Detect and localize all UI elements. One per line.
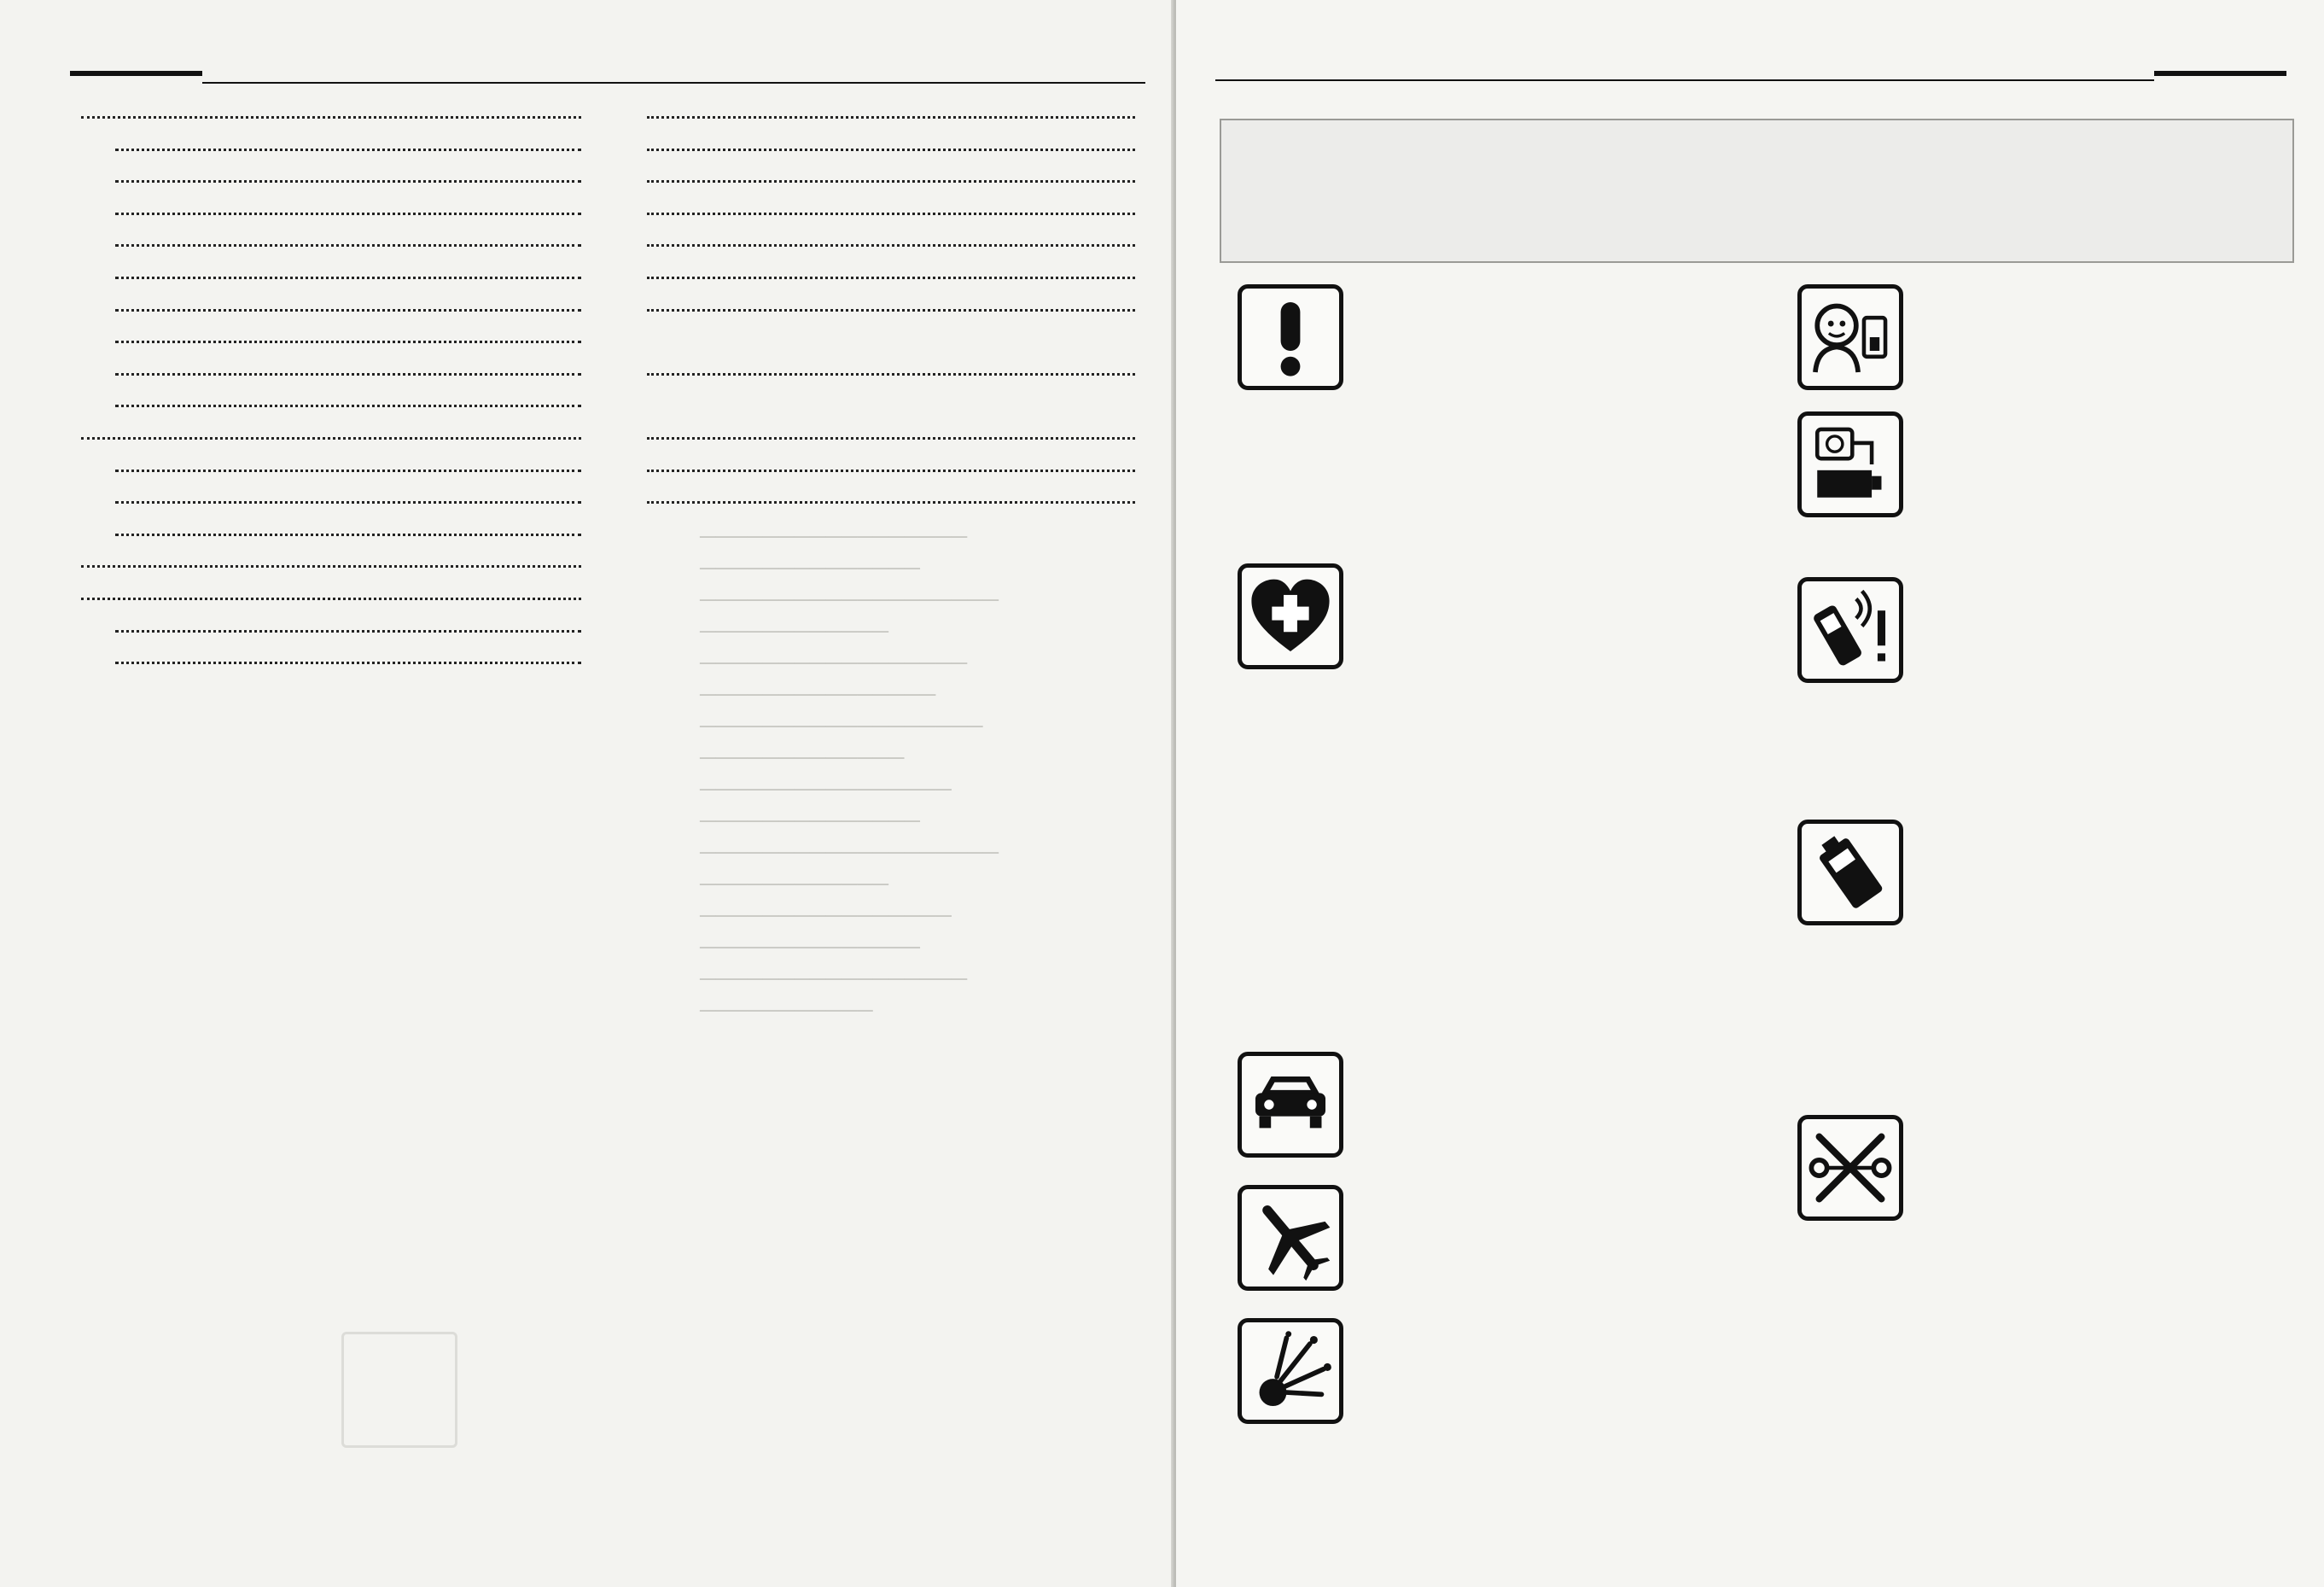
toc-column-2 — [638, 116, 1139, 534]
toc-entry[interactable] — [638, 501, 1139, 534]
exclamation-icon — [1238, 284, 1343, 390]
toc-entry[interactable] — [73, 630, 585, 662]
toc-entry[interactable] — [73, 213, 585, 245]
toc-entry[interactable] — [73, 309, 585, 341]
toc-entry[interactable] — [73, 116, 585, 149]
toc-entry[interactable] — [638, 470, 1139, 502]
explosion-icon — [1238, 1318, 1343, 1424]
toc-entry[interactable] — [73, 501, 585, 534]
toc-entry[interactable] — [73, 341, 585, 373]
toc-entry-heading-line — [638, 341, 1139, 373]
bleed-through-icon — [341, 1332, 457, 1448]
bleed-through-text: ───────────────── ────────────── ─────────────────── ──────────── ───────────────── ─────────────── ────────────────── ───────────── ──────────────── ────────────── ─────────────────── ──────────── ──────────────── ────────────── ───────────────── ─────────── — [700, 523, 999, 1023]
ringtone-ear-icon — [1797, 577, 1903, 683]
battery-icon — [1797, 820, 1903, 925]
parents-notice-box — [1220, 119, 2294, 263]
medical-heart-icon — [1238, 563, 1343, 669]
toc-column-1 — [73, 116, 585, 694]
header-rule-thick — [2154, 71, 2286, 76]
toc-entry[interactable] — [638, 373, 1139, 406]
header-rule-thin — [1215, 79, 2154, 81]
airplane-icon — [1238, 1185, 1343, 1291]
toc-entry[interactable] — [638, 149, 1139, 181]
car-icon — [1238, 1052, 1343, 1158]
toc-entry-heading-line — [638, 405, 1139, 437]
child-sim-icon — [1797, 284, 1903, 390]
toc-entry[interactable] — [73, 662, 585, 694]
toc-entry[interactable] — [73, 534, 585, 566]
toc-entry[interactable] — [73, 598, 585, 630]
toc-entry[interactable] — [73, 565, 585, 598]
right-page — [1176, 0, 2324, 1587]
toc-entry[interactable] — [638, 437, 1139, 470]
toc-entry[interactable] — [73, 373, 585, 406]
toc-entry[interactable] — [73, 470, 585, 502]
toc-entry[interactable] — [638, 213, 1139, 245]
toc-entry[interactable] — [638, 277, 1139, 309]
toc-entry[interactable] — [638, 116, 1139, 149]
charger-voltage-icon — [1797, 411, 1903, 517]
toc-entry[interactable] — [638, 244, 1139, 277]
toc-entry[interactable] — [73, 149, 585, 181]
toc-entry[interactable] — [73, 180, 585, 213]
no-tools-icon — [1797, 1115, 1903, 1221]
toc-entry[interactable] — [638, 180, 1139, 213]
toc-entry[interactable] — [73, 244, 585, 277]
header-rule-thin — [202, 82, 1145, 84]
toc-entry[interactable] — [73, 437, 585, 470]
toc-entry[interactable] — [73, 405, 585, 437]
toc-entry[interactable] — [638, 309, 1139, 341]
header-rule-thick — [70, 71, 202, 76]
toc-entry[interactable] — [73, 277, 585, 309]
